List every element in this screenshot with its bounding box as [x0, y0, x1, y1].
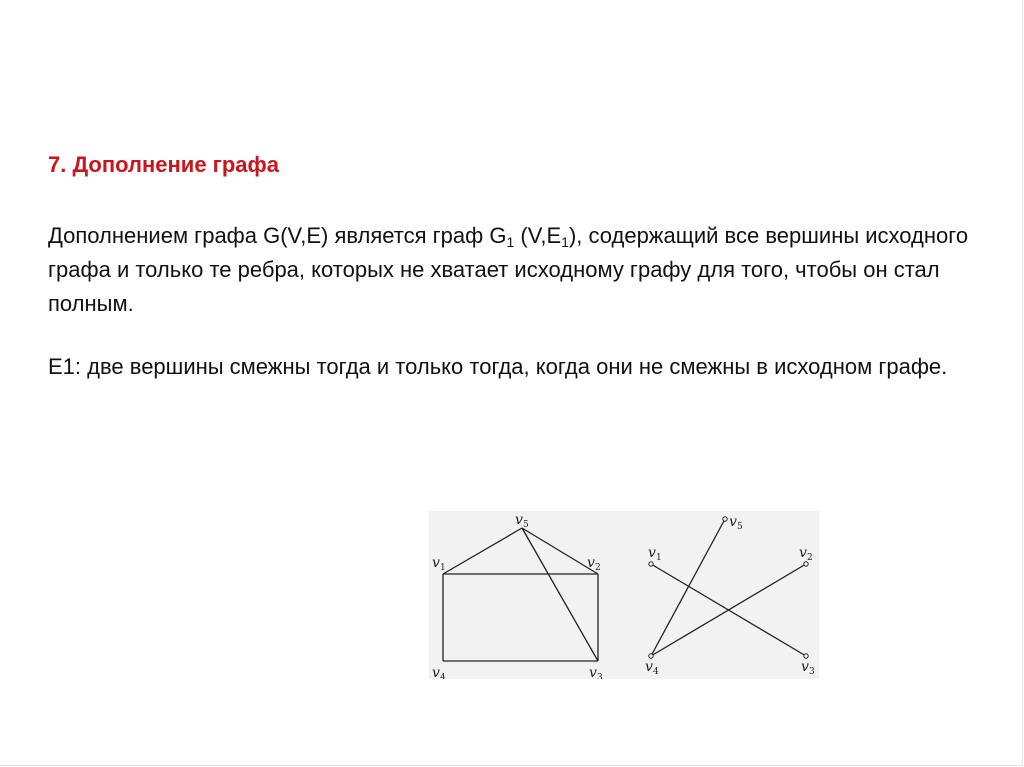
- complement-vertex-v3: [804, 654, 808, 658]
- complement-label-index-v5: 5: [737, 522, 743, 532]
- rule-paragraph: E1: две вершины смежны тогда и только тогда, когда они не смежны в исходном графе.: [48, 354, 948, 379]
- definition-text-3: ), содержащий все вершины исходного графа и только те ребра, которых не хватает исходному графу для того, чтобы он стал полным.: [48, 223, 969, 316]
- graph-figure: [429, 511, 819, 679]
- original-graph: [432, 512, 603, 679]
- complement-label-v5: v: [729, 514, 737, 530]
- definition-paragraph: [48, 219, 978, 321]
- complement-label-index-v1: 1: [656, 553, 662, 563]
- original-label-v2: v: [587, 555, 595, 571]
- complement-label-v1: v: [648, 545, 656, 561]
- definition-text-1: Дополнением графа G(V,E) является граф G: [48, 223, 507, 248]
- original-edge-v5-v1: [443, 528, 522, 574]
- complement-label-index-v4: 4: [653, 667, 659, 677]
- complement-edge-v4-v5: [651, 519, 725, 656]
- complement-graph: [645, 514, 815, 677]
- complement-vertex-v5: [723, 517, 727, 521]
- original-label-v1: v: [432, 555, 440, 571]
- original-edge-v5-v3: [522, 528, 598, 661]
- complement-label-v4: v: [645, 659, 653, 675]
- slide-title: 7. Дополнение графа: [48, 152, 279, 177]
- definition-subscript-2: 1: [561, 234, 569, 250]
- complement-label-index-v2: 2: [807, 553, 813, 563]
- complement-vertex-v4: [649, 654, 653, 658]
- definition-text-2: (V,E: [514, 223, 562, 248]
- original-label-index-v4: 4: [440, 673, 446, 679]
- original-label-index-v5: 5: [523, 520, 529, 530]
- definition-subscript-1: 1: [506, 234, 515, 250]
- original-label-v4: v: [432, 665, 440, 679]
- complement-label-index-v3: 3: [809, 667, 815, 677]
- original-label-v3: v: [589, 665, 597, 679]
- original-label-v5: v: [515, 512, 523, 528]
- complement-label-v2: v: [799, 545, 807, 561]
- original-label-index-v1: 1: [440, 563, 446, 573]
- original-label-index-v2: 2: [595, 563, 601, 573]
- graph-diagram: [429, 511, 819, 679]
- original-label-index-v3: 3: [597, 673, 603, 679]
- complement-label-v3: v: [801, 659, 809, 675]
- complement-vertex-v1: [649, 562, 653, 566]
